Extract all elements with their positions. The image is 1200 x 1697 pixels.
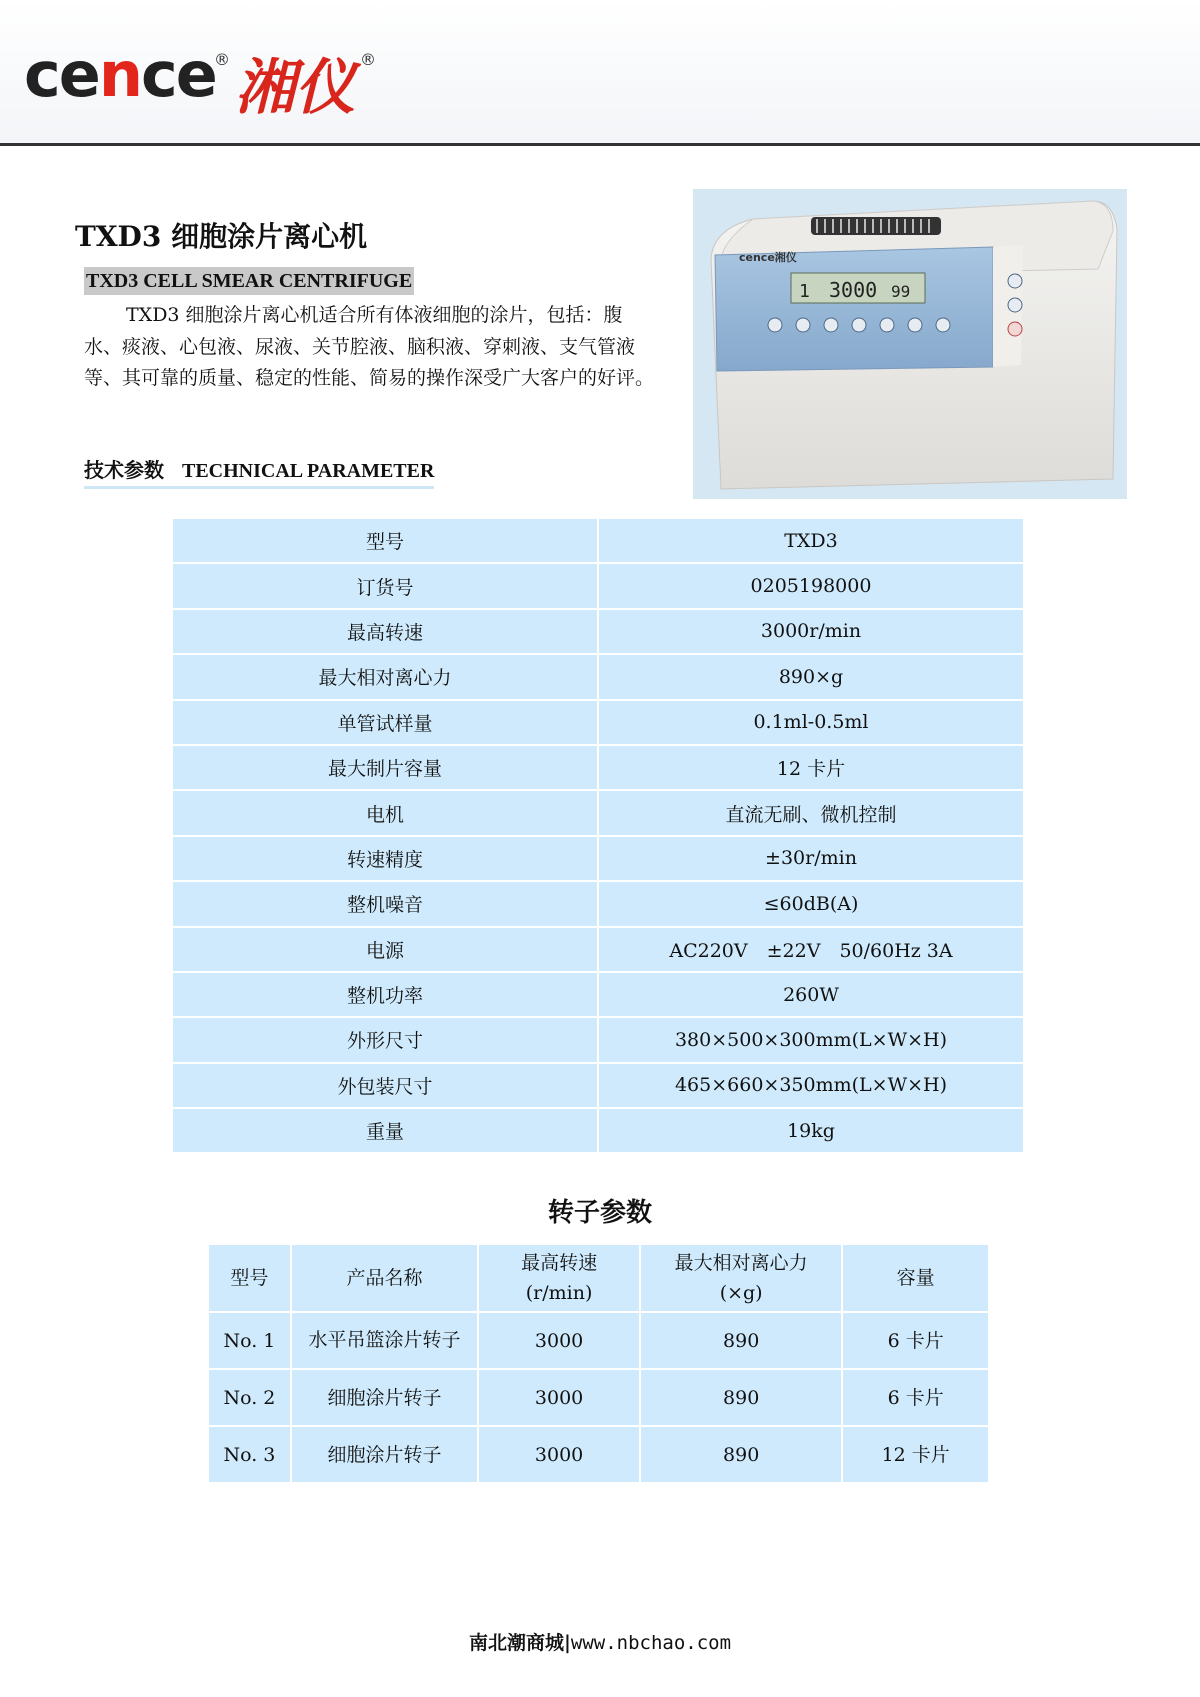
centrifuge-photo — [693, 189, 1127, 499]
col-header-rcf: 最大相对离心力 (×g) — [640, 1244, 842, 1312]
rotor-parameter-heading: 转子参数 — [547, 1198, 652, 1228]
rotor-speed: 3000 — [478, 1312, 640, 1369]
device-display-left: 1 — [799, 281, 810, 302]
rotor-speed: 3000 — [478, 1369, 640, 1426]
col-header-model: 型号 — [208, 1244, 291, 1312]
spec-value: ≤60dB(A) — [598, 881, 1024, 926]
spec-label: 转速精度 — [172, 836, 598, 881]
rotor-parameter-table — [207, 1243, 990, 1484]
product-subtitle: TXD3 CELL SMEAR CENTRIFUGE — [84, 267, 414, 295]
table-row — [172, 972, 1024, 1017]
spec-label: 单管试样量 — [172, 700, 598, 745]
spec-value: TXD3 — [598, 518, 1024, 563]
table-row — [172, 654, 1024, 699]
spec-value: 12 卡片 — [598, 745, 1024, 790]
device-display-time: 99 — [891, 282, 911, 301]
rotor-capacity: 12 卡片 — [842, 1426, 989, 1483]
spec-value: 380×500×300mm(L×W×H) — [598, 1017, 1024, 1062]
table-row — [172, 881, 1024, 926]
spec-value: AC220V ±22V 50/60Hz 3A — [598, 927, 1024, 972]
table-row — [172, 790, 1024, 835]
registered-mark: ® — [214, 50, 230, 69]
technical-parameter-table — [171, 517, 1025, 1154]
spec-label: 外包装尺寸 — [172, 1063, 598, 1108]
table-row — [172, 1063, 1024, 1108]
spec-label: 订货号 — [172, 563, 598, 608]
spec-label: 整机噪音 — [172, 881, 598, 926]
cence-logo: cence — [24, 38, 216, 111]
table-row — [172, 1017, 1024, 1062]
table-row — [172, 700, 1024, 745]
device-display-speed: 3000 — [829, 278, 878, 302]
col-header-capacity: 容量 — [842, 1244, 989, 1312]
spec-value: 直流无刷、微机控制 — [598, 790, 1024, 835]
spec-label: 整机功率 — [172, 972, 598, 1017]
xiangyi-logo: 湘仪 — [235, 53, 355, 123]
rotor-rcf: 890 — [640, 1426, 842, 1483]
rotor-model: No. 3 — [208, 1426, 291, 1483]
spec-label: 电机 — [172, 790, 598, 835]
spec-label: 最高转速 — [172, 609, 598, 654]
spec-value: 0205198000 — [598, 563, 1024, 608]
spec-label: 电源 — [172, 927, 598, 972]
rotor-name: 细胞涂片转子 — [291, 1369, 478, 1426]
rotor-capacity: 6 卡片 — [842, 1369, 989, 1426]
spec-label: 最大相对离心力 — [172, 654, 598, 699]
rotor-speed: 3000 — [478, 1426, 640, 1483]
table-row — [172, 563, 1024, 608]
col-header-speed: 最高转速 (r/min) — [478, 1244, 640, 1312]
rotor-name: 水平吊篮涂片转子 — [291, 1312, 478, 1369]
product-title: TXD3 细胞涂片离心机 — [75, 220, 368, 253]
spec-value: 260W — [598, 972, 1024, 1017]
spec-label: 最大制片容量 — [172, 745, 598, 790]
spec-value: 0.1ml-0.5ml — [598, 700, 1024, 745]
rotor-model: No. 1 — [208, 1312, 291, 1369]
footer-url-link[interactable]: www.nbchao.com — [570, 1632, 732, 1654]
spec-value: 19kg — [598, 1108, 1024, 1153]
spec-label: 外形尺寸 — [172, 1017, 598, 1062]
table-row — [172, 745, 1024, 790]
table-row — [172, 518, 1024, 563]
table-row — [208, 1369, 989, 1426]
spec-value: 3000r/min — [598, 609, 1024, 654]
page-footer — [0, 1628, 1200, 1655]
spec-label: 型号 — [172, 518, 598, 563]
registered-mark-cn: ® — [360, 50, 376, 69]
technical-parameter-heading: 技术参数 TECHNICAL PARAMETER — [84, 457, 434, 489]
spec-value: 890×g — [598, 654, 1024, 699]
rotor-rcf: 890 — [640, 1312, 842, 1369]
rotor-name: 细胞涂片转子 — [291, 1426, 478, 1483]
spec-label: 重量 — [172, 1108, 598, 1153]
table-header-row — [208, 1244, 989, 1312]
table-row — [208, 1426, 989, 1483]
footer-separator: | — [563, 1632, 571, 1654]
table-row — [172, 1108, 1024, 1153]
col-header-name: 产品名称 — [291, 1244, 478, 1312]
product-intro: TXD3 细胞涂片离心机适合所有体液细胞的涂片，包括：腹水、痰液、心包液、尿液、关节腔液、脑积液、穿刺液、支气管液等、其可靠的质量、稳定的性能、简易的操作深受广大客户的好评。 — [84, 304, 655, 389]
device-brand-label: cence湘仪 — [739, 251, 797, 264]
table-row — [172, 836, 1024, 881]
spec-value: 465×660×350mm(L×W×H) — [598, 1063, 1024, 1108]
table-row — [172, 609, 1024, 654]
rotor-rcf: 890 — [640, 1369, 842, 1426]
rotor-capacity: 6 卡片 — [842, 1312, 989, 1369]
table-row — [208, 1312, 989, 1369]
table-row — [172, 927, 1024, 972]
footer-site-name: 南北潮商城 — [468, 1632, 564, 1654]
page-header — [0, 0, 1200, 146]
spec-value: ±30r/min — [598, 836, 1024, 881]
rotor-model: No. 2 — [208, 1369, 291, 1426]
